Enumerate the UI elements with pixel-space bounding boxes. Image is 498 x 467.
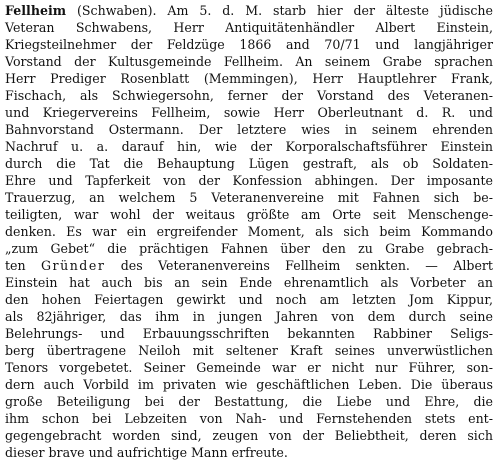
article-line-19: als 82jähriger, das ihm in jungen Jahren von dem durch seine [5,309,493,324]
article-line-16-text: ten [5,258,41,273]
article-line-9: Nachruf u. a. darauf hin, wie der Korporalschaftsführer Einstein [5,139,493,154]
article-line-14: denken. Es war ein ergreifender Moment, als sich beim Kommando [5,224,493,239]
article-line-26: gegengebracht worden sind, zeugen von der Beliebtheit, deren sich [5,428,493,443]
article-line-11: Ehre und Tapferkeit von der Konfession abhingen. Der imposante [5,173,493,188]
article-line-25: ihm schon bei Lebzeiten von Nah- und Fernstehenden stets ent- [5,411,493,426]
article-spaced-word: Gründer [41,258,106,273]
article-line-16 [5,257,493,274]
article-line-7: und Kriegervereins Fellheim, sowie Herr Oberleutnant d. R. und [5,105,493,120]
article-line-6: Fischach, als Schwiegersohn, ferner der Vorstand des Veteranen- [5,88,493,103]
article-line-13: teiligten, war wohl der weitaus größte am Orte seit Menschenge- [5,207,493,222]
article-line-3: Kriegsteilnehmer der Feldzüge 1866 and 70/71 und langjähriger [5,37,493,52]
article-line-12: Trauerzug, an welchem 5 Veteranenvereine mit Fahnen sich be- [5,190,493,205]
article-line-5: Herr Prediger Rosenblatt (Memmingen), Herr Hauptlehrer Frank, [5,71,493,86]
article-line-10: durch die Tat die Behauptung Lügen gestraft, als ob Soldaten- [5,156,493,171]
article-line-1-text: (Schwaben). Am 5. d. M. starb hier der älteste jüdische [66,3,493,18]
article-line-23: dern auch Vorbild im privaten wie geschäftlichen Leben. Die überaus [5,377,493,392]
article-line-21: berg übertragene Neiloh mit seltener Kraft seines unverwüstlichen [5,343,493,358]
article-line-20: Belehrungs- und Erbauungsschriften bekannten Rabbiner Seligs- [5,326,493,341]
article-line-18: den hohen Feiertagen gewirkt und noch am letzten Jom Kippur, [5,292,493,307]
article-lead-place: Fellheim [5,3,67,18]
article-line-22: Tenors vorgebetet. Seiner Gemeinde war er nicht nur Führer, son- [5,360,493,375]
article-line-2: Veteran Schwabens, Herr Antiquitätenhändler Albert Einstein, [5,20,493,35]
article-line-17: Einstein hat auch bis an sein Ende ehrenamtlich als Vorbeter an [5,275,493,290]
article-line-4: Vorstand der Kultusgemeinde Fellheim. An seinem Grabe sprachen [5,54,493,69]
article-line-8: Bahnvorstand Ostermann. Der letztere wies in seinem ehrenden [5,122,493,137]
article-line-1 [5,2,493,19]
article-line-27: dieser brave und aufrichtige Mann erfreute. [5,445,288,460]
article-line-24: große Beteiligung bei der Bestattung, die Liebe und Ehre, die [5,394,493,409]
article-line-15: „zum Gebet“ die prächtigen Fahnen über den zu Grabe gebrach- [5,241,493,256]
article-line-16-tail: des Veteranenvereins Fellheim senkten. — Albert [105,258,493,273]
